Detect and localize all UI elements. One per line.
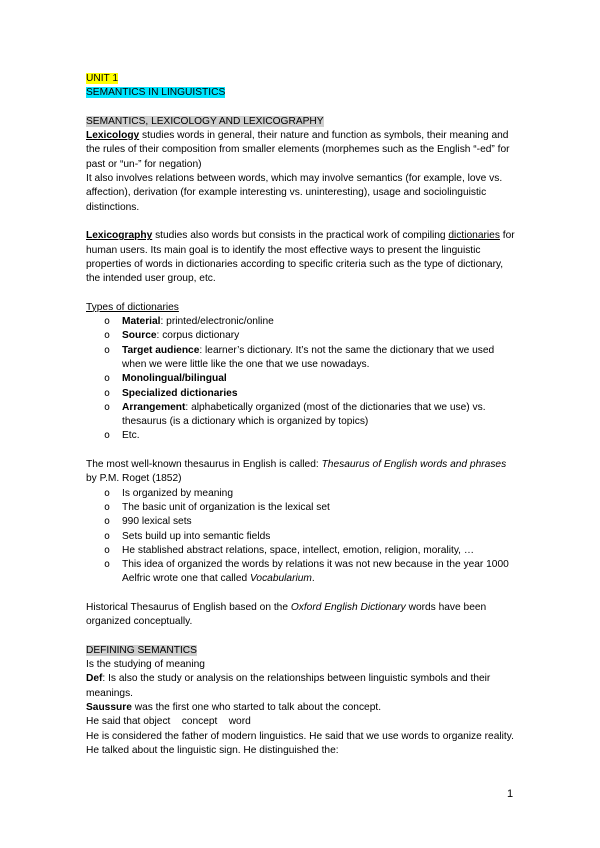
list-item: o Sets build up into semantic fields (86, 530, 516, 544)
list-item: o Material: printed/electronic/online (86, 315, 516, 329)
list-item: o Monolingual/bilingual (86, 372, 516, 386)
saussure-said: He said that object concept word (86, 716, 251, 728)
lexicography-term: Lexicography (86, 230, 153, 242)
lexicology-term: Lexicology (86, 130, 140, 142)
list-item: o He stablished abstract relations, space, intellect, emotion, religion, morality, … (86, 544, 516, 558)
lexicology-text: studies words in general, their nature and function as symbols, their meaning and the rules of their composition from smaller elements (morphemes such as the English “-ed” for past or “un-” for negation) (86, 130, 510, 170)
lexicology-paragraph (86, 129, 516, 172)
definition-paragraph: Def: Is also the study or analysis on the relationships between linguistic symbols and their meanings. (86, 673, 491, 699)
thesaurus-list (86, 487, 516, 587)
list-item: o The basic unit of organization is the lexical set (86, 501, 516, 515)
defining-line: Is the studying of meaning (86, 659, 205, 671)
dictionaries-term: dictionaries (448, 230, 500, 242)
section-heading-defining: DEFINING SEMANTICS (86, 644, 197, 656)
list-item: o 990 lexical sets (86, 515, 516, 529)
document-content (86, 72, 516, 758)
sign-paragraph: He talked about the linguistic sign. He distinguished the: (86, 744, 339, 756)
lexicography-paragraph (86, 229, 516, 286)
types-heading: Types of dictionaries (86, 301, 179, 313)
saussure-paragraph: Saussure was the first one who started to talk about the concept. (86, 702, 382, 714)
father-paragraph: He is considered the father of modern linguistics. He said that we use words to organize reality. (86, 730, 514, 742)
lexicography-text-a: studies also words but consists in the practical work of compiling (152, 230, 449, 242)
list-item: o Is organized by meaning (86, 487, 516, 501)
thesaurus-intro: The most well-known thesaurus in English is called: Thesaurus of English words and phrases by P.M. Roget (1852) (86, 459, 507, 485)
list-item: o Source: corpus dictionary (86, 329, 516, 343)
list-item: o Target audience: learner’s dictionary. It’s not the same the dictionary that we used when we were little like the one that we use nowadays. (86, 344, 516, 373)
unit-title: SEMANTICS IN LINGUISTICS (86, 87, 226, 99)
page-number: 1 (507, 788, 514, 800)
lexicology-paragraph-2: It also involves relations between words, which may involve semantics (for example, love vs. affection), derivation (for example interesting vs. uninteresting), usage and sociolinguistic distinctions. (86, 173, 503, 213)
list-item: o Etc. (86, 429, 516, 443)
unit-label: UNIT 1 (86, 73, 119, 84)
section-heading-lexicology: SEMANTICS, LEXICOLOGY AND LEXICOGRAPHY (86, 115, 324, 127)
historical-thesaurus-paragraph: Historical Thesaurus of English based on the Oxford English Dictionary words have been organized conceptually. (86, 601, 487, 628)
lexicography-text-b: for human users. Its main goal is to identify the most effective ways to present the linguistic properties of words in dictionaries according to specific criteria such as the type of dictionary, the intended user group, etc. (86, 230, 515, 285)
list-item: o This idea of organized the words by relations it was not new because in the year 1000 Aelfric wrote one that called Vocabularium. (86, 558, 516, 587)
list-item: o Specialized dictionaries (86, 387, 516, 401)
types-list (86, 315, 516, 444)
list-item: o Arrangement: alphabetically organized (most of the dictionaries that we use) vs. thesaurus (is a dictionary which is organized by topics) (86, 401, 516, 430)
